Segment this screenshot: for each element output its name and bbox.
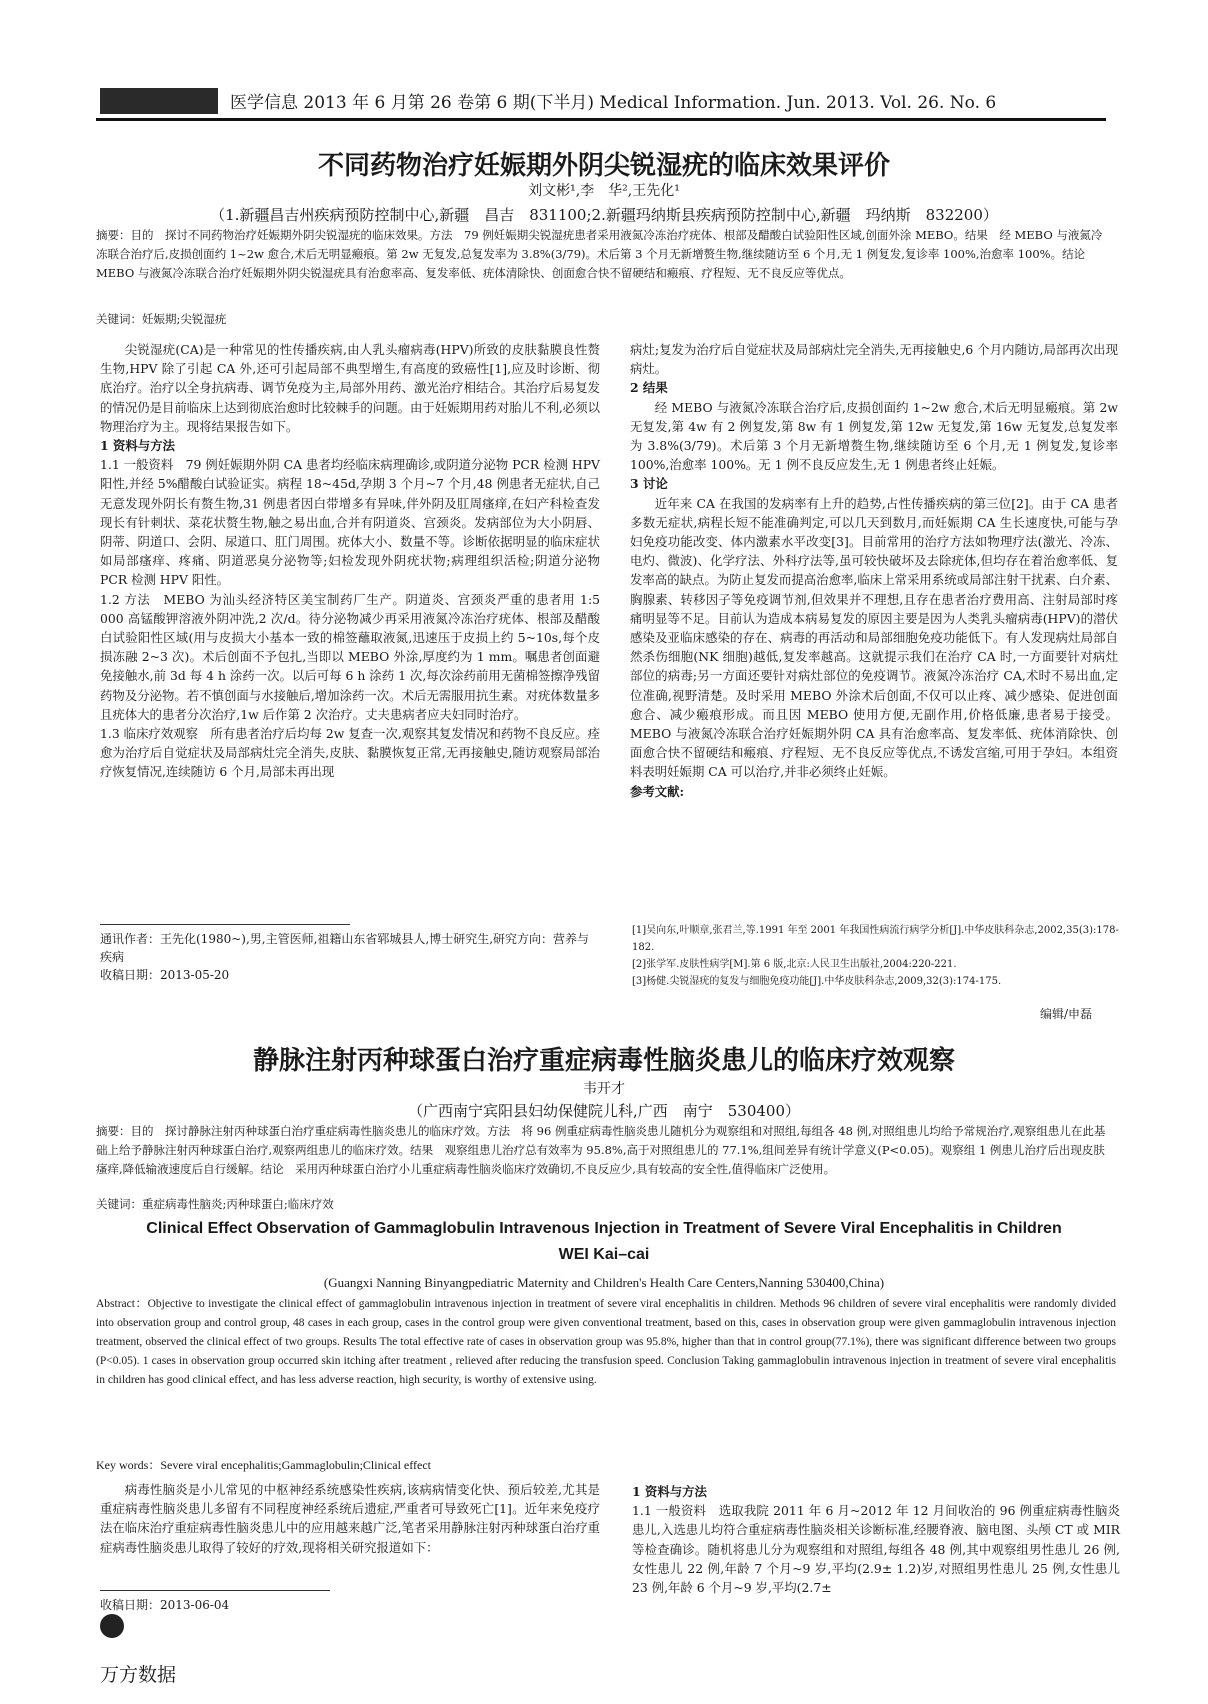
article2-english-abstract: Abstract：Objective to investigate the clinical effect of gammaglobulin intravenous injection in treatment of severe viral encephalitis in children. Methods 96 children of severe viral encephalitis were randomly divided into observation group and control group, 48 cases in each group, cases in the control group were given conventional treatment, based on this, cases in observation group were given gammaglobulin intravenous injection treatment, observed the clinical effect of two groups. Results The total effective rate of cases in observation group was 95.8%, higher than that in control group(77.1%), there was significant difference between two groups (P<0.05). 1 cases in observation group occurred skin itching after treatment , relieved after reducing the transfusion speed. Conclusion Taking gammaglobulin intravenous injection in treatment of severe viral encephalitis in children has good clinical effect, and has less adverse reaction, high security, is worthy of extensive using. (96, 1298, 1116, 1386)
article1-keywords: 关键词：妊娠期;尖锐湿疣 (96, 312, 227, 326)
article2-affiliation: （广西南宁宾阳县妇幼保健院儿科,广西 南宁 530400） (407, 1102, 801, 1120)
journal-header: 医学信息 2013 年 6 月第 26 卷第 6 期(下半月) Medical Information. Jun. 2013. Vol. 26. No. 6 (230, 93, 997, 113)
section-heading: 2 结果 (630, 380, 668, 396)
paragraph: 尖锐湿疣(CA)是一种常见的性传播疾病,由人乳头瘤病毒(HPV)所致的皮肤黏膜良性赘生物,HPV 除了引起 CA 外,还可引起局部不典型增生,有高度的致癌性[1],应及时诊断、彻底治疗。治疗以全身抗病毒、调节免疫为主,局部外用药、激光治疗相结合。其治疗后易复发的情况仍是目前临床上达到彻底治愈时比较棘手的问题。由于妊娠期用药对胎儿不利,必须以物理治疗为主。现将结果报告如下。 (100, 342, 600, 434)
paragraph: 近年来 CA 在我国的发病率有上升的趋势,占性传播疾病的第三位[2]。由于 CA 患者多数无症状,病程长短不能准确判定,可以几天到数月,而妊娠期 CA 生长速度快,可能与孕妇免疫功能改变、体内激素水平改变[3]。目前常用的治疗方法如物理疗法(激光、冷冻、电灼、微波)、化学疗法、外科疗法等,虽可较快破坏及去除疣体,但均存在着治愈率低、复发率高的缺点。为防止复发而提高治愈率,临床上常采用系统或局部注射干扰素、白介素、胸腺素、转移因子等免疫调节剂,但效果并不理想,且存在患者治疗费用高、注射局部时疼痛明显等不足。目前认为造成本病易复发的原因主要是因为人类乳头瘤病毒(HPV)的潜伏感染及亚临床感染的存在、病毒的再活动和局部细胞免疫功能低下。有人发现病灶局部自然杀伤细胞(NK 细胞)越低,复发率越高。这就提示我们在治疗 CA 时,一方面要针对病灶部位的病毒;另一方面还要针对病灶部位的免疫调节。液氮冷冻治疗 CA,术时不易出血,定位准确,视野清楚。及时采用 MEBO 外涂术后创面,不仅可以止疼、减少感染、促进创面愈合、减少瘢痕形成。而且因 MEBO 使用方便,无副作用,价格低廉,患者易于接受。MEBO 与液氮冷冻联合治疗妊娠期外阴 CA 具有治愈率高、复发率低、疣体消除快、创面愈合快不留硬结和瘢痕、疗程短、无不良反应等优点,不诱发宫缩,可用于孕妇。本组资料表明妊娠期 CA 可以治疗,并非必须终止妊娠。 (630, 495, 1118, 780)
article2-right-column (632, 1482, 1120, 1597)
paragraph: 1.1 一般资料 选取我院 2011 年 6 月~2012 年 12 月间收治的 96 例重症病毒性脑炎患儿,入选患儿均符合重症病毒性脑炎相关诊断标准,经腰脊液、脑电图、头颅 CT 或 MIR 等检查确诊。随机将患儿分为观察组和对照组,每组各 48 例,其中观察组男性患儿 26 例,女性患儿 22 例,年龄 7 个月~9 岁,平均(2.9± 1.2)岁,对照组男性患儿 25 例,女性患儿 23 例,年龄 6 个月~9 岁,平均(2.7± (632, 1503, 1120, 1596)
paragraph: 1.2 方法 MEBO 为汕头经济特区美宝制药厂生产。阴道炎、宫颈炎严重的患者用 1:5 000 高锰酸钾溶液外阴冲洗,2 次/d。待分泌物减少再采用液氮冷冻治疗疣体、根部及醋酸白试验阳性区域(用与皮损大小基本一致的棉签蘸取液氮,迅速压于皮损上约 5~10s,每个皮损冻融 2~3 次)。术后创面不予包扎,当即以 MEBO 外涂,厚度约为 1 mm。嘱患者创面避免接触水,前 3d 每 4 h 涂药一次。以后可每 6 h 涂药 1 次,每次涂药前用无菌棉签擦净残留药物及分泌物。若不慎创面与水接触后,增加涂药一次。术后无需服用抗生素。对疣体数量多且疣体大的患者分次治疗,1w 后作第 2 次治疗。丈夫患病者应夫妇同时治疗。 (100, 591, 600, 722)
wanfang-brand: 万方数据 (100, 1664, 177, 1686)
reference-item: [1]吴向东,叶顺章,张君兰,等.1991 年至 2001 年我国性病流行病学分析[J].中华皮肤科杂志,2002,35(3):178-182. (632, 925, 1119, 953)
header-rule (96, 118, 1106, 121)
paragraph: 经 MEBO 与液氮冷冻联合治疗后,皮损创面约 1~2w 愈合,术后无明显瘢痕。第 2w 无复发,第 4w 有 2 例复发,第 8w 有 1 例复发,第 12w 无复发,第 16w 无复发,总复发率为 3.8%(3/79)。术后第 3 个月无新增赘生物,继续随访至 6 个月,无 1 例复发,复诊率 100%,治愈率 100%。无 1 例不良反应发生,无 1 例患者终止妊娠。 (630, 399, 1118, 473)
article1-references (632, 922, 1120, 990)
journal-logo (100, 88, 218, 114)
wanfang-logo-icon (100, 1614, 124, 1638)
section-heading: 3 讨论 (630, 476, 668, 492)
editor-note: 编辑/申磊 (1040, 1007, 1093, 1021)
section-heading: 1 资料与方法 (632, 1484, 707, 1499)
article2-keywords: 关键词：重症病毒性脑炎;丙种球蛋白;临床疗效 (96, 1197, 334, 1211)
article1-authors: 刘文彬¹,李 华²,王先化¹ (528, 183, 680, 199)
article1-right-column (630, 340, 1118, 801)
article1-footnote (100, 930, 600, 984)
article1-title: 不同药物治疗妊娠期外阴尖锐湿疣的临床效果评价 (317, 151, 890, 181)
paragraph: 1.1 一般资料 79 例妊娠期外阴 CA 患者均经临床病理确诊,或阴道分泌物 PCR 检测 HPV 阳性,并经 5%醋酸白试验证实。病程 18~45d,孕期 3 个月~7 个月,48 例患者无症状,自己无意发现外阴长有赘生物,31 例患者因白带增多有异味,伴外阴及肛周瘙痒,在妇产科检查发现长有针刺状、菜花状赘生物,触之易出血,合并有阴道炎、宫颈炎。发病部位为大小阴唇、阴蒂、阴道口、会阴、尿道口、肛门周围。疣体大小、数量不等。诊断依据明显的临床症状如局部瘙痒、疼痛、阴道恶臭分泌物等;妇检发现外阴疣状物;病理组织活检;阴道分泌物 PCR 检测 HPV 阳性。 (100, 457, 600, 588)
article1-left-column (100, 340, 600, 782)
section-heading: 参考文献: (630, 783, 685, 799)
article2-abstract: 摘要：目的 探讨静脉注射丙种球蛋白治疗重症病毒性脑炎患儿的临床疗效。方法 将 96 例重症病毒性脑炎患儿随机分为观察组和对照组,每组各 48 例,对照组患儿均给予常规治疗,观察组患儿在此基础上给予静脉注射丙种球蛋白治疗,观察两组患儿的临床疗效。结果 观察组患儿治疗总有效率为 95.8%,高于对照组患儿的 77.1%,组间差异有统计学意义(P<0.05)。观察组 1 例患儿治疗后出现皮肤瘙痒,降低输液速度后自行缓解。结论 采用丙种球蛋白治疗小儿重症病毒性脑炎临床疗效确切,不良反应少,具有较高的安全性,值得临床广泛使用。 (96, 1124, 1106, 1176)
paragraph: 1.3 临床疗效观察 所有患者治疗后均每 2w 复查一次,观察其复发情况和药物不良反应。痊愈为治疗后自觉症状及局部病灶完全消失,皮肤、黏膜恢复正常,无再接触史,随访观察局部治疗恢复情况,连续随访 6 个月,局部未再出现 (100, 726, 601, 780)
reference-item: [3]杨健.尖锐湿疣的复发与细胞免疫功能[J].中华皮肤科杂志,2009,32(3):174-175. (632, 976, 1002, 987)
article2-english-title: Clinical Effect Observation of Gammaglobulin Intravenous Injection in Treatment of Severe Viral Encephalitis in Children (146, 1220, 1062, 1237)
article1-affiliation: （1.新疆昌吉州疾病预防控制中心,新疆 昌吉 831100;2.新疆玛纳斯县疾病预防控制中心,新疆 玛纳斯 832200） (210, 206, 998, 224)
received-date: 收稿日期：2013-05-20 (100, 968, 230, 982)
article2-received-date: 收稿日期：2013-06-04 (100, 1598, 230, 1612)
article2-english-keywords: Key words：Severe viral encephalitis;Gammaglobulin;Clinical effect (96, 1458, 432, 1472)
article2-left-column (100, 1480, 600, 1557)
corresponding-author-note: 通讯作者：王先化(1980~),男,主管医师,祖籍山东省郓城县人,博士研究生,研究方向：营养与疾病 (100, 932, 590, 964)
footnote-rule (100, 924, 350, 925)
article2-title: 静脉注射丙种球蛋白治疗重症病毒性脑炎患儿的临床疗效观察 (252, 1046, 955, 1076)
article2-authors: 韦开才 (583, 1081, 625, 1097)
article2-english-affiliation: (Guangxi Nanning Binyangpediatric Maternity and Children's Health Care Centers,Nanning 530400,China) (323, 1275, 885, 1290)
paragraph: 病灶;复发为治疗后自觉症状及局部病灶完全消失,无再接触史,6 个月内随访,局部再次出现病灶。 (630, 342, 1118, 377)
article1-abstract: 摘要：目的 探讨不同药物治疗妊娠期外阴尖锐湿疣的临床效果。方法 79 例妊娠期尖锐湿疣患者采用液氮冷冻治疗疣体、根部及醋酸白试验阳性区域,创面外涂 MEBO。结果 经 MEBO 与液氮冷冻联合治疗后,皮损创面约 1~2w 愈合,术后无明显瘢痕。第 2w 无复发,总复发率为 3.8%(3/79)。术后第 3 个月无新增赘生物,继续随访至 6 个月,无 1 例复发,复诊率 100%,治愈率 100%。结论 MEBO 与液氮冷冻联合治疗妊娠期外阴尖锐湿疣具有治愈率高、复发率低、疣体清除快、创面愈合快不留硬结和瘢痕、疗程短、无不良反应等优点。 (96, 228, 1103, 280)
reference-item: [2]张学军.皮肤性病学[M].第 6 版,北京:人民卫生出版社,2004:220-221. (632, 959, 957, 970)
paragraph: 病毒性脑炎是小儿常见的中枢神经系统感染性疾病,该病病情变化快、预后较差,尤其是重症病毒性脑炎患儿多留有不同程度神经系统后遗症,严重者可导致死亡[1]。近年来免疫疗法在临床治疗重症病毒性脑炎患儿中的应用越来越广泛,笔者采用静脉注射丙种球蛋白治疗重症病毒性脑炎患儿取得了较好的疗效,现将相关研究报道如下： (100, 1482, 600, 1555)
article2-english-author: WEI Kai–cai (558, 1246, 650, 1263)
section-heading: 1 资料与方法 (100, 438, 175, 454)
received-rule (100, 1590, 330, 1591)
